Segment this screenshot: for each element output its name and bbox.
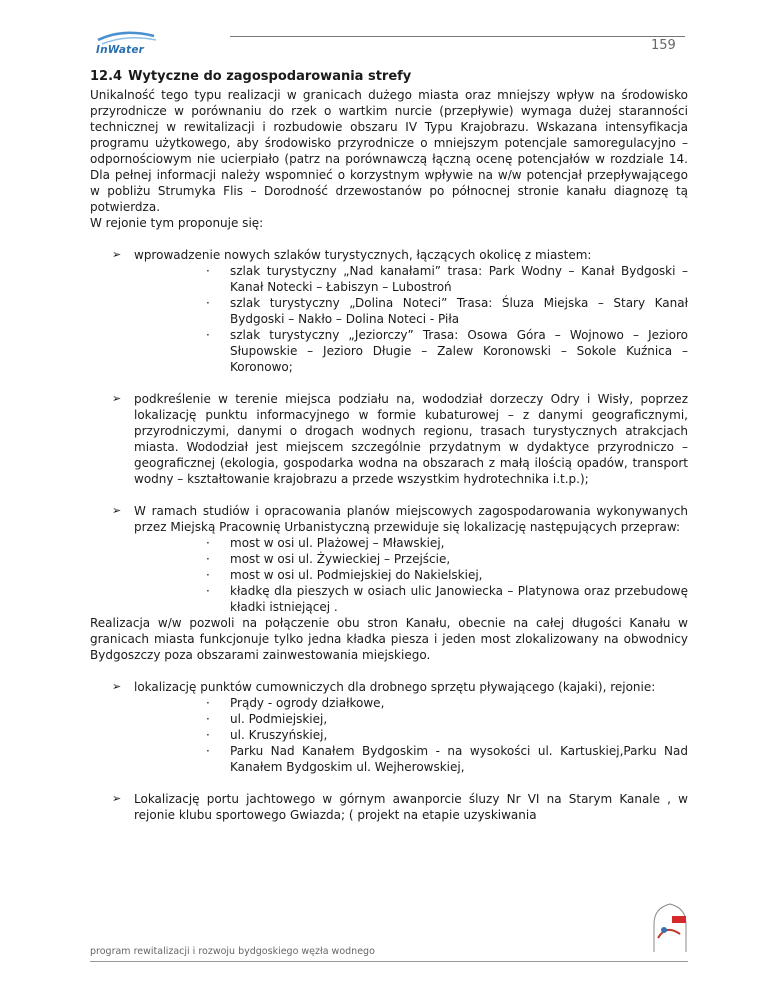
list-item-text: wprowadzenie nowych szlaków turystycznych, łączących okolicę z miastem:: [134, 248, 592, 262]
sub-list: [134, 695, 688, 775]
arrow-bullet-icon: ➢: [112, 248, 122, 261]
sub-list: [134, 535, 688, 615]
bullet-dot-icon: ·: [206, 744, 210, 758]
sub-list: [134, 263, 688, 375]
list-item: [90, 503, 688, 615]
arrow-bullet-icon: ➢: [112, 792, 122, 805]
sub-list-item: [134, 583, 688, 615]
sub-list-item: [134, 327, 688, 375]
sub-list-item-text: kładkę dla pieszych w osiach ulic Janowiecka – Platynowa oraz przebudowę kładki istniejącej .: [230, 584, 688, 614]
sub-list-item: [134, 295, 688, 327]
bullet-dot-icon: ·: [206, 552, 210, 566]
sub-list-item: [134, 551, 688, 567]
page-content: [90, 68, 688, 823]
bullet-dot-icon: ·: [206, 328, 210, 342]
sub-list-item: [134, 263, 688, 295]
list-item: [90, 391, 688, 487]
list-item-text: W ramach studiów i opracowania planów miejscowych zagospodarowania wykonywanych przez Miejską Pracownię Urbanistyczną przewiduje się lokalizację następujących przepraw:: [134, 504, 688, 534]
bullet-dot-icon: ·: [206, 568, 210, 582]
bullet-dot-icon: ·: [206, 696, 210, 710]
sub-list-item: [134, 727, 688, 743]
sub-list-item: [134, 695, 688, 711]
bullet-dot-icon: ·: [206, 296, 210, 310]
arrow-bullet-icon: ➢: [112, 504, 122, 517]
footer-divider: [90, 961, 688, 962]
section-number: 12.4: [90, 69, 123, 84]
section-heading: [90, 68, 688, 85]
sub-list-item-text: most w osi ul. Podmiejskiej do Nakielskiej,: [230, 568, 483, 582]
sub-list-item: [134, 535, 688, 551]
intro-lead: W rejonie tym proponuje się:: [90, 216, 264, 230]
sub-list-item: [134, 743, 688, 775]
bullet-dot-icon: ·: [206, 264, 210, 278]
list-item: [90, 791, 688, 823]
list-item-text: podkreślenie w terenie miejsca podziału na, wododział dorzeczy Odry i Wisły, poprzez lokalizację punktu informacyjnego w formie kubaturowej – z danymi geograficznymi, przyrodniczymi, danymi o drogach wodnych regionu, trasach turystycznych atrakcjach miasta. Wododział jest miejscem szczególnie przydatnym w dydaktyce przyrodniczo – geograficznej (ekologia, gospodarka wodna na obszarach z małą ilością opadów, transport wodny – kształtowanie krajobrazu a przede wszystkim hydrotechnika i.t.p.);: [134, 392, 688, 486]
sub-list-item-text: most w osi ul. Żywieckiej – Przejście,: [230, 552, 451, 566]
sub-list-item-text: szlak turystyczny „Nad kanałami” trasa: Park Wodny – Kanał Bydgoski – Kanał Notecki – Łabiszyn – Lubostroń: [230, 264, 688, 294]
footer-text: program rewitalizacji i rozwoju bydgoskiego węzła wodnego: [90, 946, 375, 957]
crossing-summary-paragraph: Realizacja w/w pozwoli na połączenie obu stron Kanału, obecnie na całej długości Kanału w granicach miasta funkcjonuje tylko jedna kładka piesza i jeden most zlokalizowany na obwodnicy Bydgoszczy poza obszarami zainwestowania miejskiego.: [90, 616, 688, 662]
arrow-bullet-icon: ➢: [112, 392, 122, 405]
sub-list-item-text: ul. Kruszyńskiej,: [230, 728, 328, 742]
list-item-text: Lokalizację portu jachtowego w górnym awanporcie śluzy Nr VI na Starym Kanale , w rejonie klubu sportowego Gwiazda; ( projekt na etapie uzyskiwania: [134, 792, 688, 822]
sub-list-item-text: Prądy - ogrody działkowe,: [230, 696, 385, 710]
header-divider: [230, 36, 685, 37]
emblem-icon: [650, 894, 690, 954]
bullet-dot-icon: ·: [206, 728, 210, 742]
page-number: 159: [651, 38, 676, 53]
arrow-bullet-icon: ➢: [112, 680, 122, 693]
section-title: Wytyczne do zagospodarowania strefy: [128, 69, 412, 84]
bullet-dot-icon: ·: [206, 536, 210, 550]
logo-text: InWater: [96, 44, 145, 56]
sub-list-item-text: most w osi ul. Plażowej – Mławskiej,: [230, 536, 445, 550]
sub-list-item-text: ul. Podmiejskiej,: [230, 712, 328, 726]
bullet-dot-icon: ·: [206, 584, 210, 598]
sub-list-item: [134, 567, 688, 583]
sub-list-item: [134, 711, 688, 727]
list-item: [90, 247, 688, 375]
list-item: [90, 679, 688, 775]
bullet-dot-icon: ·: [206, 712, 210, 726]
intro-paragraph: Unikalność tego typu realizacji w granicach dużego miasta oraz mniejszy wpływ na środowisko przyrodnicze w porównaniu do rzek o wartkim nurcie (przepływie) wymaga dużej staranności technicznej w rewitalizacji i rozbudowie obszaru IV Typu Krajobrazu. Wskazana intensyfikacja programu użytkowego, aby środowisko przyrodnicze o mniejszym potencjale samoregulacyjno – odpornościowym nie ucierpiało (patrz na porównawczą łączną ocenę potencjałów w rozdziale 14. Dla pełnej informacji należy wspomnieć o korzystnym wpływie na w/w potencjał przepływającego w pobliżu Strumyka Flis – Dorodność drzewostanów po północnej stronie kanału diagnozę tą potwierdza.: [90, 88, 688, 214]
sub-list-item-text: szlak turystyczny „Dolina Noteci” Trasa: Śluza Miejska – Stary Kanał Bydgoski – Nakło – Dolina Noteci - Piła: [230, 296, 688, 326]
sub-list-item-text: szlak turystyczny „Jeziorczy” Trasa: Osowa Góra – Wojnowo – Jezioro Słupowskie – Jezioro Długie – Zalew Koronowski – Sokole Kuźnica – Koronowo;: [230, 328, 688, 374]
sub-list-item-text: Parku Nad Kanałem Bydgoskim - na wysokości ul. Kartuskiej,Parku Nad Kanałem Bydgoskim ul. Wejherowskiej,: [230, 744, 688, 774]
list-item-text: lokalizację punktów cumowniczych dla drobnego sprzętu pływającego (kajaki), rejonie:: [134, 680, 656, 694]
